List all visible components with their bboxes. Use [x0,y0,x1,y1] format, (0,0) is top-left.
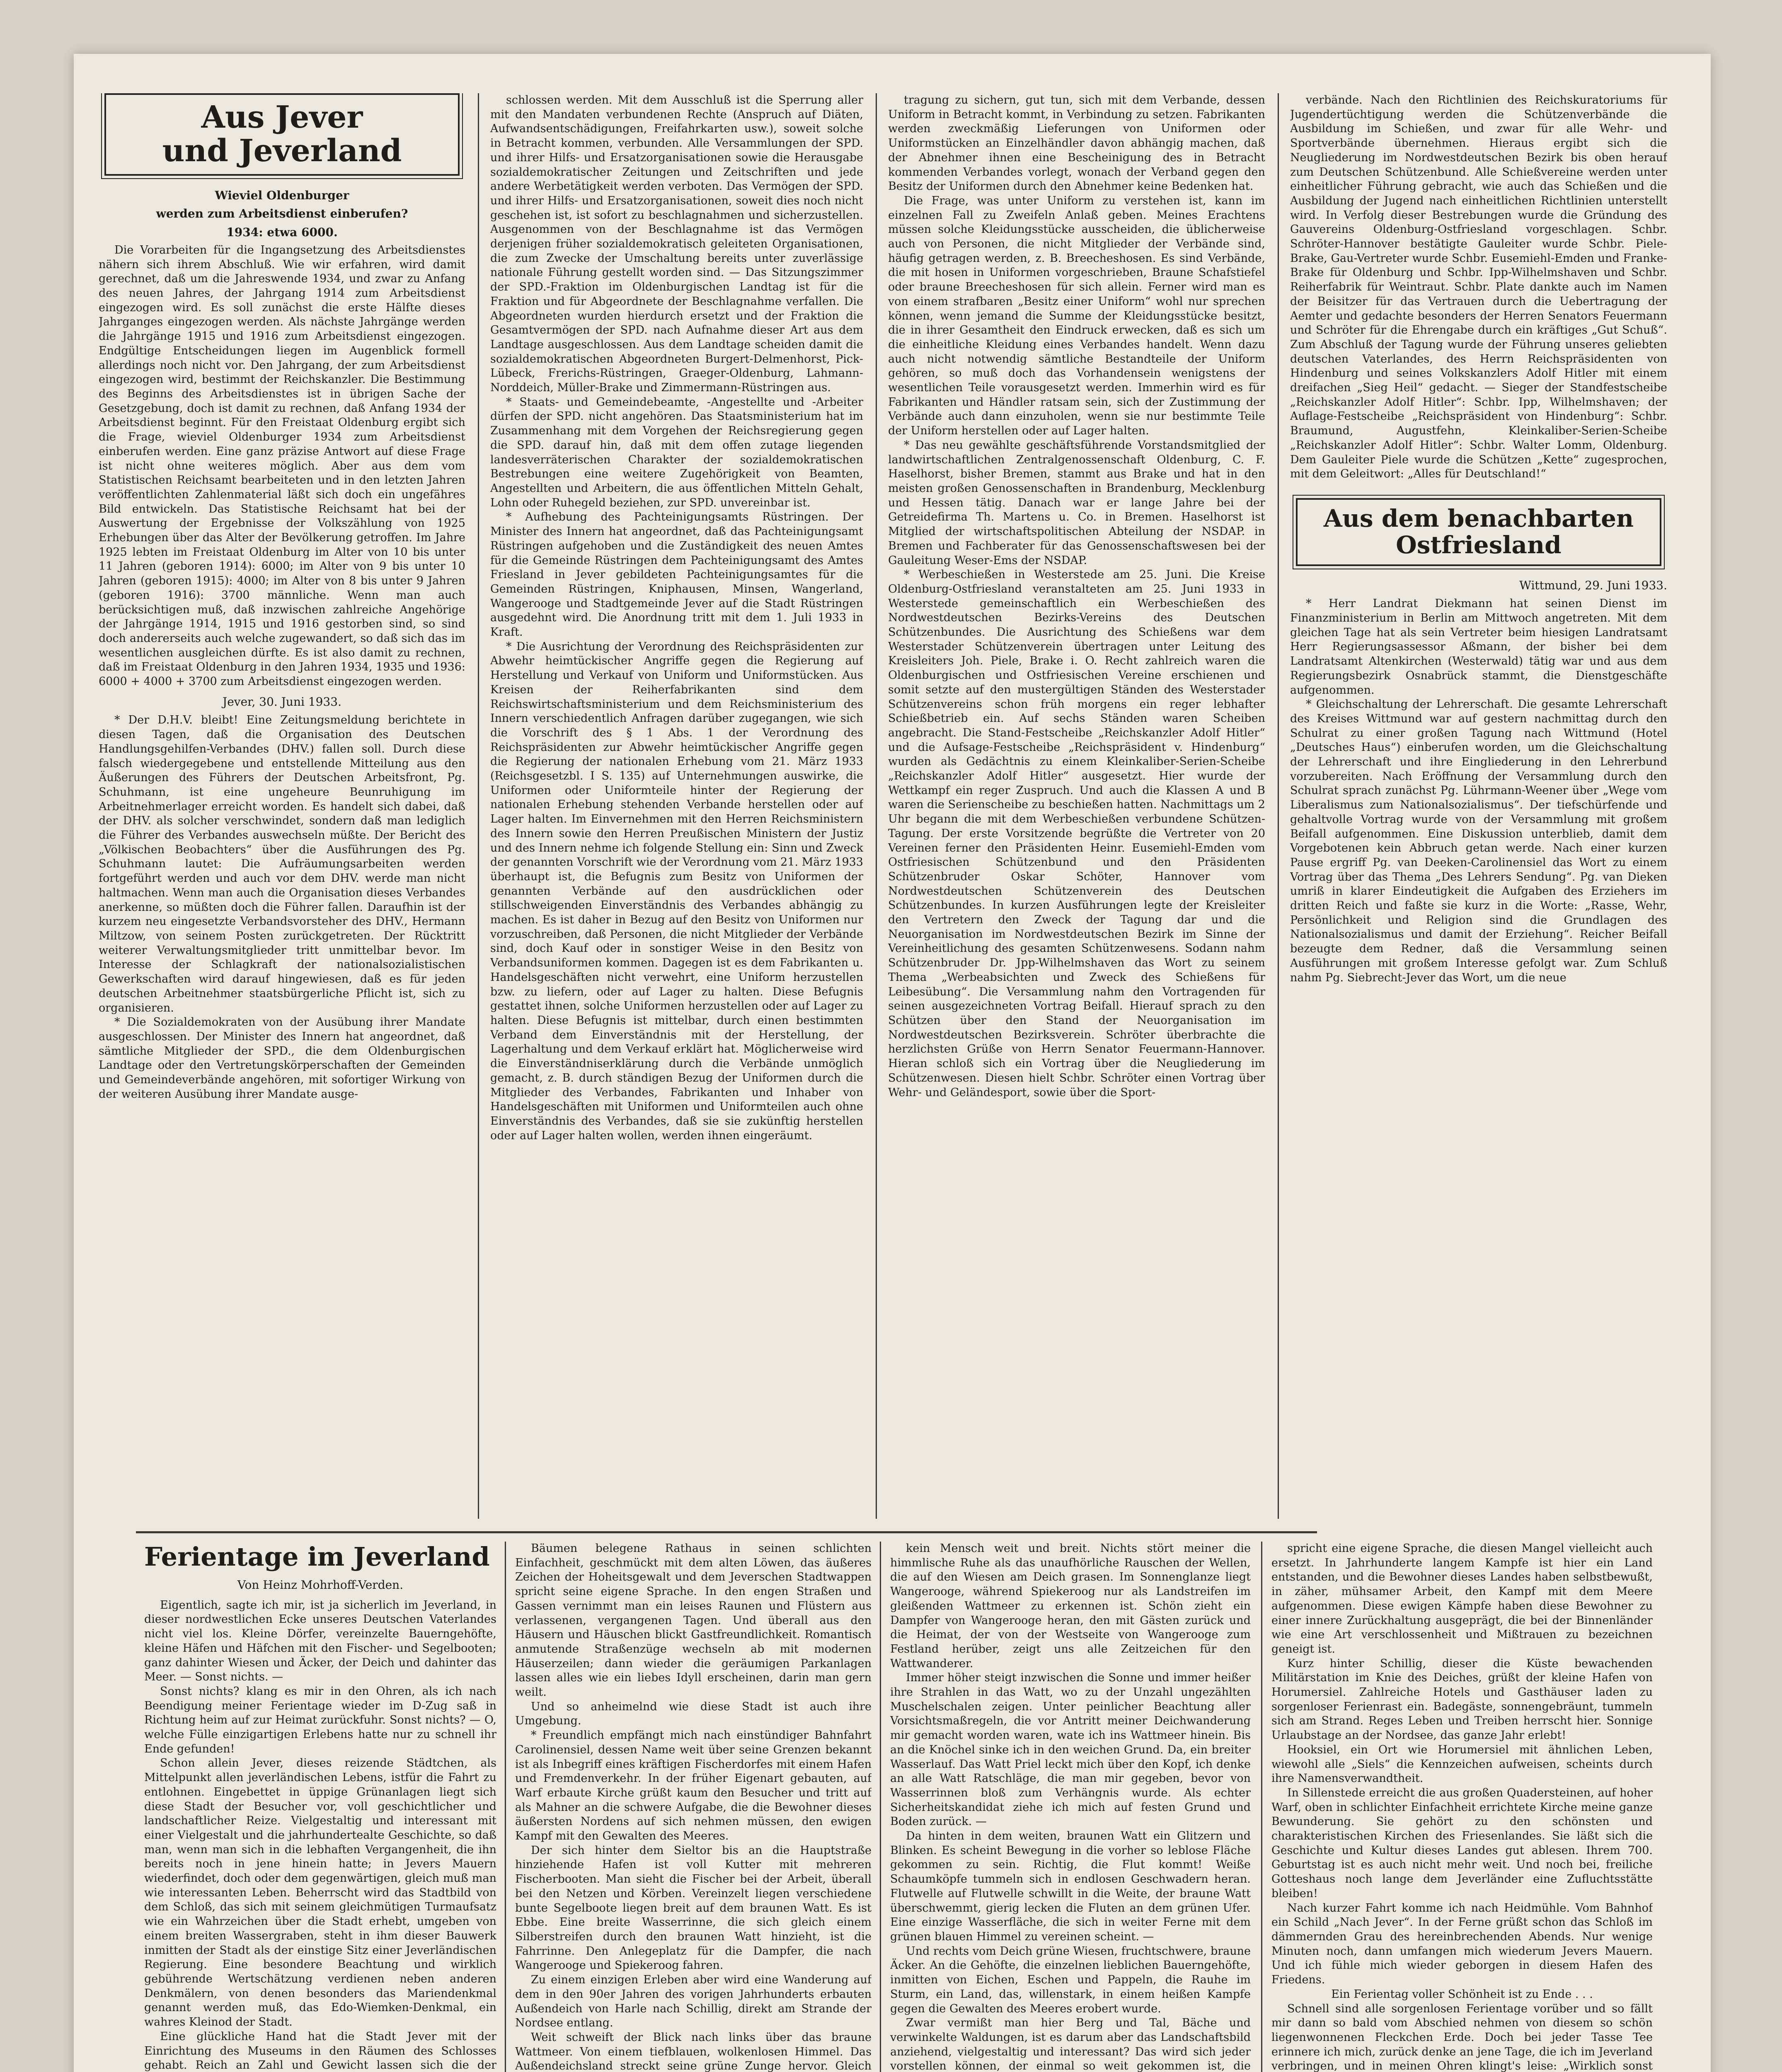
article-paragraph: * Das neu gewählte geschäftsführende Vorstandsmitglied der landwirtschaftlichen Zentralgenossenschaft Oldenburg, C. F. Haselhorst, bisher Bremen, stammt aus Brake und hat in den meisten großen Genossenschaften in Brandenburg, Mecklenburg und Hessen tätig. Danach war er lange Jahre bei der Getreidefirma Th. Martens u. Co. in Bremen. Haselhorst ist Mitglied der wirtschaftspolitischen Abteilung der NSDAP. in Bremen und Fachberater für das Genossenschaftswesen bei der Gauleitung Weser-Ems der NSDAP. [888,438,1265,567]
article-paragraph: Sonst nichts? klang es mir in den Ohren, als ich nach Beendigung meiner Ferientage wieder im D-Zug saß in Richtung heim auf zur Heimat zurückfuhr. Sonst nichts? — O, welche Fülle einzigartigen Erlebens hatte nur zu schnell ihr Ende gefunden! [144,1685,496,1755]
section-rule [136,1531,1317,1533]
ferientage-column-3 [890,1542,1251,2072]
article-paragraph: Weit schweift der Blick nach links über das braune Wattmeer. Von einem tiefblauen, wolkenlosen Himmel. Das Außendeichsland streckt seine grüne Zunge hervor. Gleich [515,2031,872,2072]
headline-line-2: und Jeverland [162,133,402,169]
headline-ostfriesland [1296,498,1661,566]
column-rule [876,93,877,1519]
article-paragraph: Eigentlich, sagte ich mir, ist ja sicherlich im Jeverland, in dieser nordwestlichen Ecke unseres Deutschen Vaterlandes nicht viel los. Kleine Dörfer, vereinzelte Bauerngehöfte, kleine Häfen und Häfchen mit den Fischer- und Segelbooten; ganz dahinter Wiesen und Äcker, der Deich und dahinter das Meer. — Sonst nichts. — [144,1598,496,1684]
subheadline-3: 1934: etwa 6000. [226,225,338,239]
ferientage-headline: Ferientage im Jeverland [144,1542,490,1572]
column-2 [490,93,863,1519]
article-paragraph: * Gleichschaltung der Lehrerschaft. Die gesamte Lehrerschaft des Kreises Wittmund war auf gestern nachmittag durch den Schulrat zu einer großen Tagung nach Wittmund (Hotel „Deutsches Haus“) einberufen worden, um die Gleichschaltung der Lehrerschaft und ihre Eingliederung in den Lehrerbund vorzubereiten. Nach Eröffnung der Versammlung durch den Schulrat sprach zunächst Pg. Lührmann-Weener über „Wege vom Liberalismus zum Nationalsozialismus“. Der tiefschürfende und gehaltvolle Vortrag wurde von der Versammlung mit großem Beifall aufgenommen. Eine Diskussion unterblieb, damit dem Vorgebotenen kein Abbruch getan werde. Nach einer kurzen Pause ergriff Pg. van Deeken-Carolinensiel das Wort zu einem Vortrag über das Thema „Des Lehrers Sendung“. Pg. van Dieken umriß in klarer Eindeutigkeit die Aufgaben des Erziehers im dritten Reich und faßte sie kurz in die Worte: „Rasse, Wehr, Persönlichkeit und Religion sind die Grundlagen des Nationalsozialismus und damit der Erziehung“. Reicher Beifall bezeugte dem Redner, daß die Versammlung seinen Ausführungen mit großem Interesse gefolgt war. Zum Schluß nahm Pg. Siebrecht-Jever das Wort, um die neue [1290,698,1667,984]
article-paragraph: Kurz hinter Schillig, dieser die Küste bewachenden Militärstation im Knie des Deiches, grüßt der kleine Hafen von Horumersiel. Zahlreiche Hotels und Gasthäuser laden zu sorgenloser Ferienrast ein. Badegäste, sonnengebräunt, tummeln sich am Strand. Reges Leben und Treiben herrscht hier. Sonnige Urlaubstage an der Nordsee, das ganze Jahr erlebt! [1271,1657,1653,1742]
article-paragraph: Ein Ferientag voller Schönheit ist zu Ende . . . [1331,1987,1593,2001]
article-paragraph: Schnell sind alle sorgenlosen Ferientage vorüber und so fällt mir dann so bald vom Abschied nehmen von diesem so schön liegenwonnenen Fleckchen Erde. Doch bei jeder Tasse Tee erinnere ich mich, zurück denke an jene Tage, die ich im Jeverland verbringen, und in meinen Ohren klingt's leise: „Wirklich sonst [1271,2002,1653,2072]
article-paragraph: Nach kurzer Fahrt komme ich nach Heidmühle. Vom Bahnhof ein Schild „Nach Jever“. In der Ferne grüßt schon das Schloß im dämmernden Grau des hereinbrechenden Abends. Nur wenige Minuten noch, dann umfangen mich wiederum Jevers Mauern. Und ich fühle mich wieder geborgen in diesem Hafen des Friedens. [1271,1901,1653,1987]
article-paragraph: Schon allein Jever, dieses reizende Städtchen, als Mittelpunkt allen jeverländischen Lebens, istfür die Fahrt zu entlohnen. Eingebettet in üppige Grünanlagen liegt sich diese Stadt der Besucher vor, voll geschichtlicher und landschaftlicher Reize. Vielgestaltig und interessant mit einer Vielgestalt und die jahrhundertealte Geschichte, so daß man, wenn man sich in die lebhaften Vergangenheit, die ihn bereits noch in jene hinein hatte; in Jevers Mauern wiederfindet, doch oder dem gegenwärtigen, gleich muß man wie interessanten Leben. Beherrscht wird das Stadtbild von dem Schloß, das sich mit seinem gleichmütigen Turmaufsatz wie ein Wahrzeichen über die Stadt erhebt, umgeben von einem breiten Wassergraben, steht in ihm dieser Bauwerk inmitten der Stadt als der einstige Sitz einer Jeverländischen Regierung. Eine besondere Beachtung und wirklich gebührende Wertschätzung verdienen neben anderen Denkmälern, von denen besonders das Mariendenkmal genannt werden muß, das Edo-Wiemken-Denkmal, ein wahres Kleinod der Stadt. [144,1757,496,2029]
ferientage-column-1 [144,1542,496,2072]
article-paragraph: Und so anheimelnd wie diese Stadt ist auch ihre Umgebung. [515,1700,872,1728]
article-paragraph: Bäumen belegene Rathaus in seinen schlichten Einfachheit, geschmückt mit dem alten Löwen, das äußeres Zeichen der Hoheitsgewalt und dem Jeverschen Stadtwappen spricht seine eigene Sprache. In den engen Straßen und Gassen vernimmt man ein leises Raunen und Flüstern aus verlassenen, vergangenen Tagen. Und überall aus den Häusern und Häuschen blickt Gastfreundlichkeit. Romantisch anmutende Straßenzüge wechseln ab mit modernen Häuserzeilen; dann wieder die geräumigen Parkanlagen lassen alles wie ein liebes Idyll erscheinen, darin man gern weilt. [515,1542,872,1699]
article-paragraph: Immer höher steigt inzwischen die Sonne und immer heißer ihre Strahlen in das Watt, wo zu der Unzahl ungezählten Muschelschalen zeigen. Unter peinlicher Beachtung aller Vorsichtsmaßregeln, die vor Antritt meiner Deichwanderung mir gemacht worden waren, wate ich ins Wattmeer hinein. Bis an die Knöchel sinke ich in den weichen Grund. Da, ein breiter Wasserlauf. Das Watt Priel leckt mich über den Kopf, ich denke an alle Watt Ratschläge, die man mir gegeben, bevor von Wasserrinnen bloß zum Verhängnis wurde. Als echter Sicherheitskandidat ziehe ich mich auf festen Grund und Boden zurück. — [890,1671,1251,1828]
article-paragraph: * Staats- und Gemeindebeamte, -Angestellte und -Arbeiter dürfen der SPD. nicht angehören. Das Staatsministerium hat im Zusammenhang mit dem Vorgehen der Reichsregierung gegen die SPD. darauf hin, daß mit dem offen zutage liegenden landesverräterischen Charakter der sozialdemokratischen Bestrebungen eine weitere Zugehörigkeit von Beamten, Angestellten und Arbeitern, die aus öffentlichen Mitteln Gehalt, Lohn oder Ruhegeld beziehen, zur SPD. unvereinbar ist. [490,395,863,509]
column-1 [99,93,465,1519]
column-4 [1290,93,1667,1519]
column-rule [1278,93,1279,1519]
ferientage-author: Von Heinz Mohrhoff-Verden. [237,1578,404,1592]
subheadline-1: Wieviel Oldenburger [215,188,349,202]
column-rule [478,93,479,1519]
article-paragraph: verbände. Nach den Richtlinien des Reichskuratoriums für Jugendertüchtigung werden die Schützenverbände die Ausbildung im Schießen, und zwar für alle Wehr- und Sportverbände übernehmen. Hieraus ergibt sich die Neugliederung im Nordwestdeutschen Bezirk bis oben herauf zum Deutschen Schützenbund. Alle Schießvereine werden unter einheitlicher Führung gebracht, wie auch das Schießen und die Ausbildung der Jugend nach einheitlichen Richtlinien unterstellt wird. In Verfolg dieser Bestrebungen wurde die Gründung des Gauvereins Oldenburg-Ostfriesland vorgeschlagen. Schbr. Schröter-Hannover bestätigte Gauleiter wurde Schbr. Piele-Brake, Gau-Vertreter wurde Schbr. Eusemiehl-Emden und Franke-Brake für Oldenburg und Schbr. Ipp-Wilhelmshaven und Schbr. Reiherfabrik für Weintraut. Schbr. Plate dankte auch im Namen der Beisitzer für das Vertrauen durch die Uebertragung der Aemter und gedachte besonders der Herren Senators Feuermann und Schröter für die Ehrengabe durch ein kräftiges „Gut Schuß“. Zum Abschluß der Tagung wurde der Führung unseres geliebten deutschen Vaterlandes, des Herrn Reichspräsidenten von Hindenburg und seines Volkskanzlers Adolf Hitler mit einem dreifachen „Sieg Heil“ gedacht. — Sieger der Standfestscheibe „Reichskanzler Adolf Hitler“: Schbr. Ipp, Wilhelmshaven; der Auflage-Festscheibe „Reichspräsident von Hindenburg“: Schbr. Braumund, Augustfehn, Kleinkaliber-Serien-Scheibe „Reichskanzler Adolf Hitler“: Schbr. Walter Lomm, Oldenburg. Dem Gauleiter Piele wurde die Schützen „Kette“ zugesprochen, mit dem Geleitwort: „Alles für Deutschland!“ [1290,94,1667,481]
headline-line-1: Aus dem benachbarten [1323,504,1634,533]
article-paragraph: * Aufhebung des Pachteinigungsamts Rüstringen. Der Minister des Innern hat angeordnet, daß das Pachteinigungsamt Rüstringen aufgehoben und die Zuständigkeit des neuen Amtes für die Gemeinde Rüstringen dem Pachteinigungsamt des Amtes Friesland in Jever gebildeten Pachteinigungsamtes für die Gemeinden Rüstringen, Kniphausen, Minsen, Wangerland, Wangerooge und Stadtgemeinde Jever auf die Stadt Rüstringen ausgedehnt wird. Die Anordnung tritt mit dem 1. Juli 1933 in Kraft. [490,511,863,639]
ferientage-column-2 [515,1542,872,2072]
dateline-wittmund: Wittmund, 29. Juni 1933. [1519,578,1667,592]
column-rule [880,1542,881,2072]
article-paragraph: kein Mensch weit und breit. Nichts stört meiner die himmlische Ruhe als das unaufhörliche Rauschen der Wellen, die auf den Wiesen am Deich grasen. Im Sonnenglanze liegt Wangerooge, während Spiekeroog nur als Landstreifen im gleißenden Wattmeer zu erkennen ist. Schön zieht ein Dampfer von Wangerooge heran, den mit Gästen zurück und die Heimat, der von der Westseite von Wangerooge zum Festland herüber, zeigt uns alle Zeitzeichen für den Wattwanderer. [890,1542,1251,1670]
article-paragraph: Die Vorarbeiten für die Ingangsetzung des Arbeitsdienstes nähern sich ihrem Abschluß. Wie wir erfahren, wird damit gerechnet, daß um die Jahreswende 1934, und zwar zu Anfang des neuen Jahres, der Jahrgang 1914 zum Arbeitsdienst eingezogen wird. Es soll zunächst die erste Hälfte dieses Jahrganges eingezogen werden. Als nächste Jahrgänge werden die Jahrgänge 1915 und 1916 zum Arbeitsdienst eingezogen. Endgültige Entscheidungen liegen im Augenblick formell allerdings noch nicht vor. Den Jahrgang, der zum Arbeitsdienst eingezogen wird, bestimmt der Reichskanzler. Die Bestimmung des Beginns des Arbeitsdienstes ist in übrigen Sache der Gesetzgebung, doch ist damit zu rechnen, daß Anfang 1934 der Arbeitsdienst beginnt. Für den Freistaat Oldenburg ergibt sich die Frage, wieviel Oldenburger 1934 zum Arbeitsdienst einberufen werden. Eine ganz präzise Antwort auf diese Frage ist nicht ohne weiteres möglich. Aber aus dem vom Statistischen Reichsamt bearbeiteten und in den letzten Jahren veröffentlichten Zahlenmaterial läßt sich doch ein ungefähres Bild entwickeln. Das Statistische Reichsamt hat bei der Auswertung der Ergebnisse der Volkszählung von 1925 Erhebungen über das Alter der Bevölkerung getroffen. Im Jahre 1925 lebten im Freistaat Oldenburg im Alter von 10 bis unter 11 Jahren (geboren 1914): 6000; im Alter von 9 bis unter 10 Jahren (geboren 1915): 4000; im Alter von 8 bis unter 9 Jahren (geboren 1916): 3700 männliche. Wenn man auch berücksichtigen muß, daß inzwischen zahlreiche Angehörige der Jahrgänge 1914, 1915 und 1916 gestorben sind, so sind doch andererseits auch welche zugewandert, so daß sich das im wesentlichen ausgleichen dürfte. Es ist also damit zu rechnen, daß im Freistaat Oldenburg in den Jahren 1934, 1935 und 1936: 6000 + 4000 + 3700 zum Arbeitsdienst eingezogen werden. [99,243,465,688]
article-paragraph: * Die Ausrichtung der Verordnung des Reichspräsidenten zur Abwehr heimtückischer Angriffe gegen die Regierung auf Herstellung und Verkauf von Uniform und Uniformstücken. Aus Kreisen der Reiherfabrikanten sind dem Reichswirtschaftsministerium und dem Reichsministerium des Innern verschiedentlich Anfragen darüber zugegangen, wie sich die Vorschrift des § 1 Abs. 1 der Verordnung des Reichspräsidenten zur Abwehr heimtückischer Angriffe gegen die Regierung der nationalen Erhebung vom 21. März 1933 (Reichsgesetzbl. I S. 135) auf Unternehmungen auswirke, die Uniformen oder Uniformteile hinter der Regierung der nationalen Erhebung stehenden Verbande herstellen oder auf Lager halten. Im Einvernehmen mit den Herren Reichsministern des Innern sowie den Herren Preußischen Ministern der Justiz und des Innern nehme ich folgende Stellung ein: Sinn und Zweck der genannten Vorschrift wie der Verordnung vom 21. März 1933 überhaupt ist, die Befugnis zum Besitz von Uniformen der genannten Verbände auf den ausdrücklichen oder stillschweigenden Einverständnis des Verbandes abhängig zu machen. Es ist daher in Bezug auf den Besitz von Uniformen nur vorzuschreiben, daß Personen, die nicht Mitglieder der Verbände sind, doch Kauf oder in sonstiger Weise in den Besitz von Verbandsuniformen kommen. Dagegen ist es dem Fabrikanten u. Handelsgeschäften nicht verwehrt, eine Uniform herzustellen bzw. zu liefern, oder auf Lager zu halten. Diese Befugnis gestattet ihnen, solche Uniformen herzustellen oder auf Lager zu halten. Diese Befugnis ist mittelbar, durch einen bestimmten Verband dem Einverständnis mit der Herstellung, der Lagerhaltung und dem Verkauf erklärt hat. Möglicherweise wird die Einverständniserklärung durch die Verbände unmöglich gemacht, z. B. durch ständigen Bezug der Uniformen durch die Mitglieder des Verbandes, Fabrikanten und Inhaber von Handelsgeschäften mit Uniformen und Uniformteilen auch ohne Einverständnis des Verbandes, daß sie sie zukünftig herstellen oder auf Lager halten wollen, werden ihnen eingeräumt. [490,640,863,1142]
article-paragraph: * Freundlich empfängt mich nach einstündiger Bahnfahrt Carolinensiel, dessen Name weit über seine Grenzen bekannt ist als Inbegriff eines kräftigen Fischerdorfes mit einem Hafen und Fremdenverkehr. In der früher Eigenart gebauten, auf Warf erbaute Kirche grüßt kaum den Besucher und tritt auf als Mahner an die schwere Aufgabe, die die Bewohner dieses äußersten Nordens auf sich nehmen müssen, den ewigen Kampf mit den Gewalten des Meeres. [515,1729,872,1843]
dateline-jever: Jever, 30. Juni 1933. [222,695,342,709]
article-paragraph: Hooksiel, ein Ort wie Horumersiel mit ähnlichen Leben, wiewohl alle „Siels“ die Kennzeichen aufweisen, scheints durch ihre Namensverwandtheit. [1271,1743,1653,1785]
column-rule [1261,1542,1262,2072]
article-paragraph: Da hinten in dem weiten, braunen Watt ein Glitzern und Blinken. Es scheint Bewegung in die vorher so leblose Fläche gekommen zu sein. Richtig, die Flut kommt! Weiße Schaumköpfe tummeln sich in endlosen Geschwadern heran. Flutwelle auf Flutwelle schwillt in die Weite, der braune Watt überschwemmt, gierig lecken die Fluten an dem grünen Ufer. Eine einzige Wasserfläche, die sich in weiter Ferne mit dem grünen blauen Himmel zu vereinen scheint. — [890,1830,1251,1943]
article-paragraph: Und rechts vom Deich grüne Wiesen, fruchtschwere, braune Äcker. An die Gehöfte, die einzelnen lieblichen Bauerngehöfte, inmitten von Eichen, Eschen und Pappeln, die Rauhe im Sturm, ein Land, das, willenstark, in einem heißen Kampfe gegen die Gewalten des Meeres erobert wurde. [890,1944,1251,2015]
ferientage-column-4 [1271,1542,1653,2072]
article-paragraph: Der sich hinter dem Sieltor bis an die Hauptstraße hinziehende Hafen ist voll Kutter mit mehreren Fischerbooten. Man sieht die Fischer bei der Arbeit, überall bei den Netzen und Körben. Vereinzelt liegen verschiedene bunte Segelboote liegen breit auf dem braunen Watt. Es ist Ebbe. Eine breite Wasserrinne, die sich gleich einem Silberstreifen durch den braunen Watt hinzieht, ist die Fahrrinne. Den Anlegeplatz für die Dampfer, die nach Wangerooge und Spiekeroog fahren. [515,1844,872,1972]
article-paragraph: In Sillenstede erreicht die aus großen Quadersteinen, auf hoher Warf, oben in schlichter Einfachheit errichtete Kirche meine ganze Bewunderung. Sie gehört zu den schönsten und charakteristischen Kirchen des Friesenlandes. Sie läßt sich die Geschichte und Kultur dieses Landes gut ablesen. Ihrem 700. Geburtstag ist es auch nicht mehr weit. Und noch bei, freiliche Gotteshaus noch lange dem Jeverländer eine Zufluchtsstätte bleiben! [1271,1786,1653,1900]
headline-line-2: Ostfriesland [1396,530,1562,559]
article-paragraph: * Die Sozialdemokraten von der Ausübung ihrer Mandate ausgeschlossen. Der Minister des Innern hat angeordnet, daß sämtliche Mitglieder der SPD., die dem Oldenburgischen Landtage oder den Vertretungskörperschaften der Gemeinden und Gemeindeverbände angehören, mit sofortiger Wirkung von der weiteren Ausübung ihrer Mandate ausge- [99,1016,465,1101]
article-paragraph: Die Frage, was unter Uniform zu verstehen ist, kann im einzelnen Fall zu Zweifeln Anlaß geben. Meines Erachtens müssen solche Kleidungsstücke ausscheiden, die üblicherweise auch von Personen, die nicht Mitglieder der Verbände sind, häufig getragen werden, z. B. Breecheshosen. Es sind Verbände, die mit hosen in Uniformen vorgeschrieben, Braune Schafstiefel oder braune Breecheshosen für sich allein. Ferner wird man es von einem strafbaren „Besitz einer Uniform“ wohl nur sprechen können, wenn jemand die Summe der Kleidungsstücke besitzt, die in ihrer Gesamtheit den Eindruck erwecken, daß es sich um die einheitliche Kleidung eines Verbandes handelt. Wenn dazu auch nicht notwendig sämtliche Bestandteile der Uniform gehören, so muß doch das Vorhandensein wenigstens der wesentlichen Teile vorausgesetzt werden. Immerhin wird es für Fabrikanten und Händler ratsam sein, sich der Zustimmung der Verbände auch dann einzuholen, wenn sie nur bestimmte Teile der Uniform herstellen oder auf Lager halten. [888,194,1265,438]
article-paragraph: spricht eine eigene Sprache, die diesen Mangel vielleicht auch ersetzt. In Jahrhunderte langem Kampfe ist hier ein Land entstanden, und die Bewohner dieses Landes haben selbstbewußt, in zäher, mühsamer Arbeit, den Kampf mit dem Meere aufgenommen. Diese ewigen Kämpfe haben diese Bewohner zu einer innere Zurückhaltung ausgeprägt, die bei der Binnenländer wie eine Art verschlossenheit und Mißtrauen zu bezeichnen geneigt ist. [1271,1542,1653,1656]
article-paragraph: Eine glückliche Hand hat die Stadt Jever mit der Einrichtung des Museums in den Räumen des Schlosses gehabt. Reich an Zahl und Gewicht lassen sich die der [144,2030,496,2072]
headline-line-1: Aus Jever [201,99,363,135]
newspaper-page [74,54,1711,2072]
subheadline-2: werden zum Arbeitsdienst einberufen? [156,207,408,221]
column-rule [505,1542,506,2072]
article-paragraph: * Herr Landrat Diekmann hat seinen Dienst im Finanzministerium in Berlin am Mittwoch angetreten. Mit dem gleichen Tage hat als sein Vertreter beim hiesigen Landratsamt Herr Regierungsassessor Aßmann, der bisher bei dem Landratsamt Altenkirchen (Westerwald) tätig war und aus dem Regierungsbezirk Osnabrück stammt, die Dienstgeschäfte aufgenommen. [1290,597,1667,697]
article-paragraph: * Werbeschießen in Westerstede am 25. Juni. Die Kreise Oldenburg-Ostfriesland veranstalteten am 25. Juni 1933 in Westerstede gemeinschaftlich ein Werbeschießen des Nordwestdeutschen Bezirks-Vereins des Deutschen Schützenbundes. Die Ausrichtung des Schießens war dem Westerstader Schützenverein übertragen unter Leitung des Kreisleiters Joh. Piele, Brake i. O. Recht zahlreich waren die Oldenburgischen und Ostfriesischen Vereine erschienen und somit setzte auf den mustergültigen Ständen des Westerstader Schützenvereins schon früh morgens ein reger lebhafter Schießbetrieb ein. Auf sechs Ständen waren Scheiben angebracht. Die Stand-Festscheibe „Reichskanzler Adolf Hitler“ und die Aufsage-Festscheibe „Reichspräsident v. Hindenburg“ wurden als Gedächtnis zu einem Kleinkaliber-Serien-Scheibe „Reichskanzler Adolf Hitler“ ausgesetzt. Hier wurde der Wettkampf ein reger Zuspruch. Und auch die Klassen A und B waren die Serienscheibe zu beschießen hatten. Nachmittags um 2 Uhr begann die mit dem Werbeschießen verbundene Schützen-Tagung. Der erste Vorsitzende begrüßte die Vertreter von 20 Vereinen ferner den Präsidenten Heinr. Eusemiehl-Emden vom Ostfriesischen Schützenbund und den Präsidenten Schützenbruder Oskar Schöter, Hannover vom Nordwestdeutschen Schützenverein des Deutschen Schützenbundes. In kurzen Ausführungen legte der Kreisleiter den Vertretern den Zweck der Tagung dar und die Neuorganisation im Nordwestdeutschen Bezirk im Sinne der Vereinheitlichung des gesamten Schützenwesens. Sodann nahm Schützenbruder Dr. Jpp-Wilhelmshaven das Wort zu seinem Thema „Werbeabsichten und Zweck des Schießens für Leibesübung“. Die Versammlung nahm den Vortragenden für seinen ausgezeichneten Vortrag Beifall. Hierauf sprach zu den Schützen über den Stand der Neuorganisation im Nordwestdeutschen Bezirksverein. Schröter überbrachte die herzlichsten Grüße von Herrn Senator Feuermann-Hannover. Hieran schloß sich ein Vortrag über die Neugliederung im Schützenwesen. Diesen hielt Schbr. Schröter einen Vortrag über Wehr- und Geländesport, sowie über die Sport- [888,568,1265,1099]
column-3 [888,93,1265,1519]
article-paragraph: tragung zu sichern, gut tun, sich mit dem Verbande, dessen Uniform in Betracht kommt, in Verbindung zu setzen. Fabrikanten werden zweckmäßig Lieferungen von Uniformen oder Uniformstücken an Einzelhändler davon abhängig machen, daß der Abnehmer ihnen eine Bescheinigung des in Betracht kommenden Verbandes vorlegt, wonach der Verband gegen den Besitz der Uniformen durch den Abnehmer keine Bedenken hat. [888,94,1265,193]
article-paragraph: * Der D.H.V. bleibt! Eine Zeitungsmeldung berichtete in diesen Tagen, daß die Organisation des Deutschen Handlungsgehilfen-Verbandes (DHV.) fallen soll. Durch diese falsch wiedergegebene und entstellende Mitteilung aus den Äußerungen des Führers der Deutschen Arbeitsfront, Pg. Schuhmann, ist eine ungeheure Beunruhigung im Arbeitnehmerlager erreicht worden. Es handelt sich dabei, daß der DHV. als solcher verschwindet, sondern daß man lediglich die Führer des Verbandes auswechseln müßte. Der Bericht des „Völkischen Beobachters“ über die Ausführungen des Pg. Schuhmann lautet: Die Aufräumungsarbeiten werden fortgeführt werden und auch vor dem DHV. werde man nicht haltmachen. Wenn man auch die Organisation dieses Verbandes anerkenne, so müßten doch die Führer fallen. Daraufhin ist der kurzem neu eingesetzte Verbandsvorsteher des DHV., Hermann Miltzow, von seinem Posten zurückgetreten. Der Rücktritt weiterer Verwaltungsmitglieder tritt unmittelbar bevor. Im Interesse der Schlagkraft der nationalsozialistischen Gewerkschaften wird darauf hingewiesen, daß es für jeden deutschen Arbeitnehmer staatsbürgerliche Pflicht ist, sich zu organisieren. [99,714,465,1014]
article-paragraph: schlossen werden. Mit dem Ausschluß ist die Sperrung aller mit den Mandaten verbundenen Rechte (Anspruch auf Diäten, Aufwandsentschädigungen, Freifahrkarten usw.), soweit solche in Betracht kommen, verbunden. Alle Versammlungen der SPD. und ihrer Hilfs- und Ersatzorganisationen sowie die Herausgabe sozialdemokratischer Zeitungen und Zeitschriften und jede andere Werbetätigkeit werden verboten. Das Vermögen der SPD. und ihrer Hilfs- und Ersatzorganisationen, soweit dies noch nicht geschehen ist, ist sofort zu beschlagnahmen und sicherzustellen. Ausgenommen von der Beschlagnahme ist das Vermögen derjenigen früher sozialdemokratisch geleiteten Organisationen, die zum Zwecke der Umschaltung bereits unter zuverlässige nationale Führung gestellt worden sind. — Das Sitzungszimmer der SPD.-Fraktion im Oldenburgischen Landtag ist für die Fraktion und für Abgeordnete der Beschlagnahme verfallen. Die Abgeordneten wurden hierdurch ersetzt und der Fraktion die Gesamtvermögen der SPD. nach Aufnahme dieser Art aus dem Landtage ausgeschlossen. Aus dem Landtage scheiden damit die sozialdemokratischen Abgeordneten Burgert-Delmenhorst, Pick-Lübeck, Frerichs-Rüstringen, Graeger-Oldenburg, Lahmann-Norddeich, Müller-Brake und Zimmermann-Rüstringen aus. [490,94,863,395]
article-paragraph: Zwar vermißt man hier Berg und Tal, Bäche und verwinkelte Waldungen, ist es darum aber das Landschaftsbild anziehend, vielgestaltig und interessant? Das wird sich jeder vorstellen können, der einmal so weit gekommen ist, die [890,2016,1251,2072]
article-paragraph: Zu einem einzigen Erleben aber wird eine Wanderung auf dem in den 90er Jahren des vorigen Jahrhunderts erbauten Außendeich von Harle nach Schillig, direkt am Strande der Nordsee entlang. [515,1973,872,2030]
headline-aus-jever [104,93,460,176]
